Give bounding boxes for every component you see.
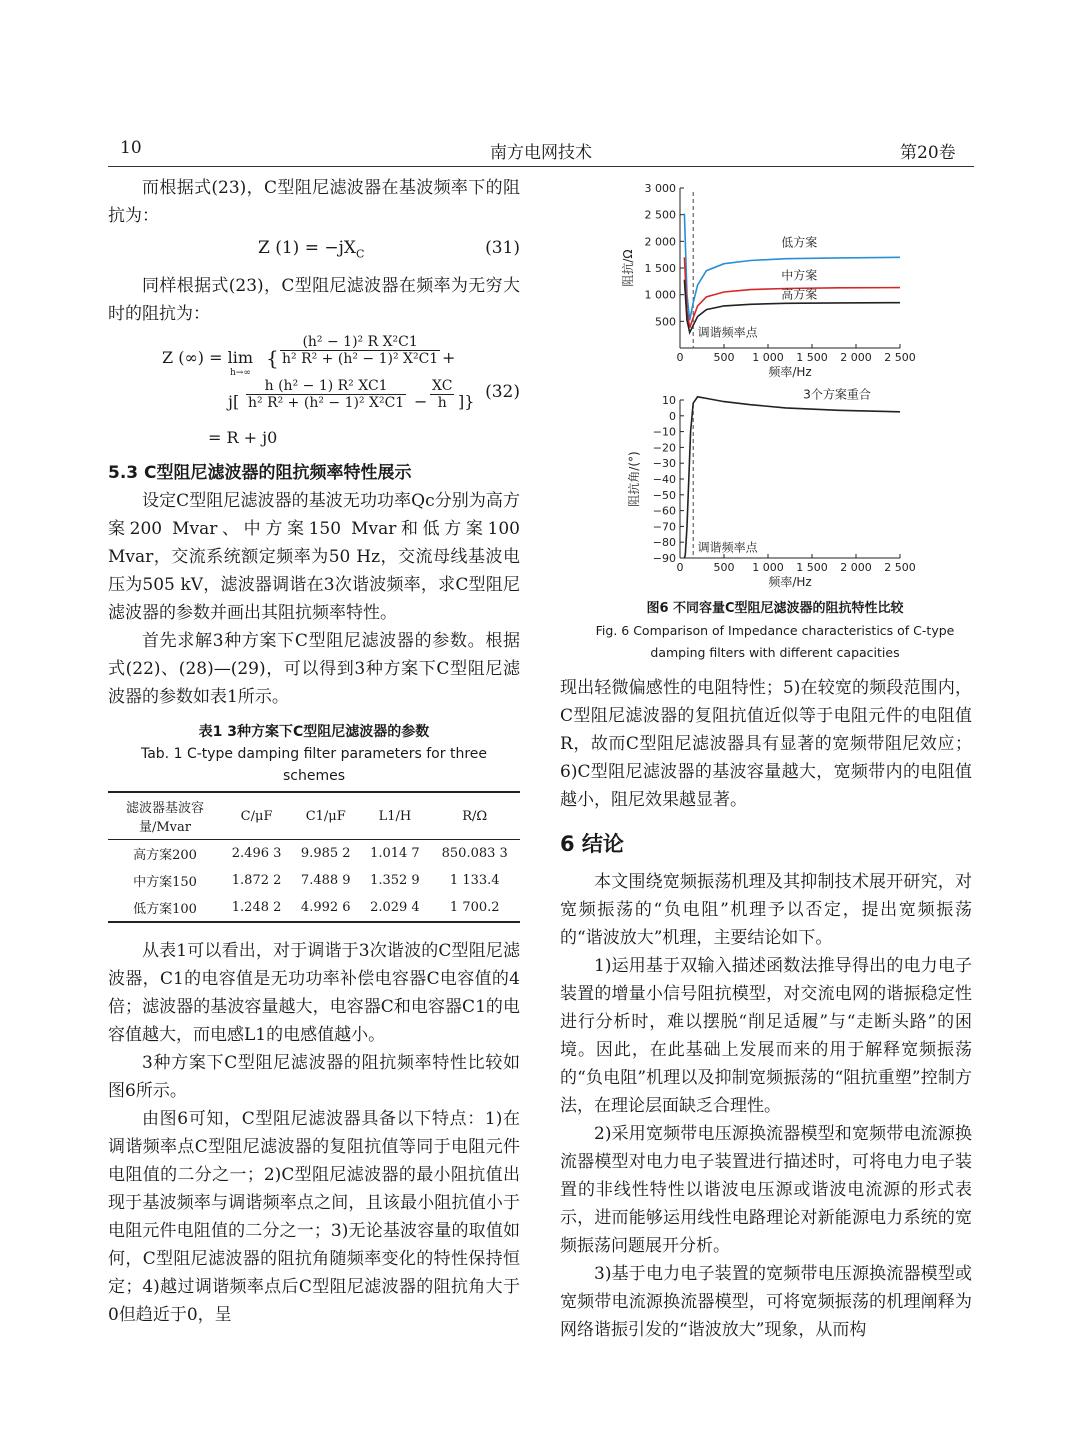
x-tick-label: 1 500 <box>796 351 828 364</box>
y-tick-label: −20 <box>652 441 676 455</box>
y-tick-label: 0 <box>669 409 676 423</box>
table-cell: 1.014 7 <box>370 846 420 861</box>
table-caption-en: Tab. 1 C-type damping filter parameters for three schemes <box>140 746 487 784</box>
volume-label: 第20卷 <box>900 143 956 163</box>
table-row <box>108 894 520 922</box>
series-label: 高方案 <box>781 287 818 302</box>
y-tick-label: 1 500 <box>644 262 676 275</box>
figure-caption-cn: 图6 不同容量C型阻尼滤波器的阻抗特性比较 <box>646 601 904 616</box>
series-label: 3个方案重合 <box>803 387 871 402</box>
table-cell: 1.872 2 <box>231 873 282 888</box>
left-column <box>108 174 520 1329</box>
equation-subscript: C <box>355 247 365 261</box>
header-rule <box>108 166 974 167</box>
paragraph: 而根据式(23)，C型阻尼滤波器在基波频率下的阻抗为： <box>108 178 520 226</box>
table-header: R/Ω <box>462 808 488 824</box>
table-cell: 1 133.4 <box>449 873 500 888</box>
table-cell: 2.029 4 <box>370 900 420 915</box>
fraction-1 <box>280 334 440 367</box>
figure-6-svg <box>580 178 970 598</box>
table-header: C1/μF <box>305 808 346 824</box>
y-tick-label: 1 000 <box>644 288 676 302</box>
paragraph: 由图6可知，C型阻尼滤波器具备以下特点：1)在调谐频率点C型阻尼滤波器的复阻抗值等同于电阻元件电阻值的二分之一；2)C型阻尼滤波器的最小阻抗值出现于基波频率与调谐频率点之间，且该最小阻抗值小于电阻元件电阻值的二分之一；3)无论基波容量的取值如何，C型阻尼滤波器的阻抗角随频率变化的特性保持恒定；4)越过调谐频率点后C型阻尼滤波器的阻抗角大于0但趋近于0，呈 <box>108 1109 520 1325</box>
y-tick-label: −50 <box>652 488 676 502</box>
fraction-3 <box>430 378 454 411</box>
table-caption <box>108 721 520 787</box>
table-header: C/μF <box>240 808 273 824</box>
table-header: L1/H <box>378 808 412 824</box>
fraction-numerator: (h² − 1)² R X²C1 <box>280 334 440 351</box>
equation-number: (31) <box>485 238 520 258</box>
impedance-magnitude-chart <box>620 182 916 379</box>
table-cell: 850.083 3 <box>441 846 508 861</box>
figure-caption-en: damping filters with different capacities <box>650 645 900 660</box>
x-tick-label: 0 <box>676 561 684 574</box>
y-tick-label: −60 <box>652 504 676 518</box>
journal-title: 南方电网技术 <box>490 143 592 163</box>
fraction-denominator: h <box>437 395 447 411</box>
x-tick-label: 2 000 <box>840 351 872 364</box>
table-row <box>108 840 520 868</box>
paragraph: 3)基于电力电子装置的宽频带电压源换流器模型或宽频带电流源换流器模型，可将宽频振荡的机理阐释为网络谐振引发的“谐波放大”现象，从而构 <box>560 1264 972 1340</box>
table-cell: 低方案100 <box>133 902 197 917</box>
figure-6 <box>580 178 970 668</box>
figure-caption-en: Fig. 6 Comparison of Impedance characteristics of C-type <box>595 623 955 638</box>
paragraph: 本文围绕宽频振荡机理及其抑制技术展开研究，对宽频振荡的“负电阻”机理予以否定，提出宽频振荡的“谐波放大”机理，主要结论如下。 <box>560 872 972 948</box>
table-cell: 7.488 9 <box>300 873 351 888</box>
y-axis-label: 阻抗/Ω <box>621 249 635 287</box>
x-tick-label: 2 000 <box>840 561 872 574</box>
right-column <box>560 674 972 1344</box>
paragraph: 设定C型阻尼滤波器的基波无功功率Qc分别为高方案200 Mvar、中方案150 Mvar和低方案100 Mvar，交流系统额定频率为50 Hz，交流母线基波电压为505 kV，滤波器调谐在3次谐波频率，求C型阻尼滤波器的参数并画出其阻抗频率特性。 <box>108 491 520 623</box>
table-header: 滤波器基波容量/Mvar <box>125 801 204 835</box>
y-tick-label: 2 000 <box>644 235 676 249</box>
impedance-angle-chart <box>626 386 916 589</box>
equation-number: (32) <box>485 382 520 402</box>
table-cell: 4.992 6 <box>300 900 351 915</box>
y-tick-label: 500 <box>655 315 676 329</box>
x-tick-label: 500 <box>713 561 735 574</box>
x-tick-label: 1 000 <box>752 561 784 574</box>
fraction-numerator: XC <box>432 378 453 394</box>
paragraph: 现出轻微偏感性的电阻特性；5)在较宽的频段范围内，C型阻尼滤波器的复阻抗值近似等于电阻元件的电阻值R，故而C型阻尼滤波器具有显著的宽频带阻尼效应；6)C型阻尼滤波器的基波容量越大，宽频带内的电阻值越小，阻尼效果越显著。 <box>560 678 972 810</box>
y-tick-label: 3 000 <box>644 182 676 195</box>
y-tick-label: −80 <box>652 536 676 550</box>
plus-sign: + <box>442 348 456 367</box>
limit-subscript: h→∞ <box>230 368 251 378</box>
table-header-row <box>108 792 520 840</box>
annotation-label: 调谐频率点 <box>697 540 758 555</box>
y-tick-label: −10 <box>652 425 676 439</box>
x-tick-label: 2 500 <box>884 351 916 364</box>
fraction-numerator: h (h² − 1) R² XC1 <box>246 378 406 395</box>
imaginary-part: j[ <box>228 392 240 411</box>
figure-caption <box>580 598 970 664</box>
series-label: 中方案 <box>781 268 818 283</box>
fraction-denominator: h² R² + (h² − 1)² X²C1 <box>248 395 405 411</box>
fraction-2 <box>246 378 406 411</box>
parameter-table <box>108 791 520 923</box>
x-tick-label: 500 <box>713 351 735 364</box>
paragraph: 同样根据式(23)，C型阻尼滤波器在频率为无穷大时的阻抗为： <box>108 276 520 324</box>
x-tick-label: 2 500 <box>884 561 916 574</box>
section-heading: 5.3 C型阻尼滤波器的阻抗频率特性展示 <box>108 463 412 483</box>
y-tick-label: 10 <box>662 394 676 407</box>
series-label: 低方案 <box>781 235 818 250</box>
paragraph: 2)采用宽频带电压源换流器模型和宽频带电流源换流器模型对电力电子装置进行描述时，可将电力电子装置的非线性特性以谐波电压源或谐波电流源的形式表示，进而能够运用线性电路理论对新能源电力系统的宽频振荡问题展开分析。 <box>560 1124 972 1256</box>
table-cell: 9.985 2 <box>300 846 351 861</box>
table-cell: 高方案200 <box>133 848 197 863</box>
minus-sign: − <box>414 392 428 411</box>
annotation-label: 调谐频率点 <box>697 325 758 340</box>
table-cell: 1 700.2 <box>449 900 500 915</box>
paragraph: 1)运用基于双输入描述函数法推导得出的电力电子装置的增量小信号阻抗模型，对交流电网的谐振稳定性进行分析时，难以摆脱“削足适履”与“走断头路”的困境。因此，在此基础上发展而来的用于解释宽频振荡的“负电阻”机理以及抑制宽频振荡的“阻抗重塑”控制方法，在理论层面缺乏合理性。 <box>560 956 972 1116</box>
table-row <box>108 867 520 894</box>
y-tick-label: −40 <box>652 473 676 486</box>
x-axis-label: 频率/Hz <box>768 365 812 379</box>
table-cell: 中方案150 <box>133 875 197 890</box>
series-line <box>684 214 900 321</box>
equation-32 <box>108 334 520 452</box>
paragraph: 3种方案下C型阻尼滤波器的阻抗频率特性比较如图6所示。 <box>108 1053 520 1101</box>
y-tick-label: −30 <box>652 457 676 471</box>
table-cell: 2.496 3 <box>231 846 282 861</box>
equation-text: Z (1) = −jX <box>258 238 356 258</box>
brace: { <box>266 346 279 370</box>
closing-bracket: ]} <box>458 392 475 411</box>
series-line <box>684 397 900 558</box>
y-tick-label: −90 <box>652 552 676 565</box>
y-tick-label: 2 500 <box>644 208 676 222</box>
page-number: 10 <box>120 138 142 158</box>
section-heading: 6 结论 <box>560 832 624 856</box>
equation-lhs: Z (∞) = lim <box>162 348 253 367</box>
table-cell: 1.352 9 <box>370 873 420 888</box>
fraction-denominator: h² R² + (h² − 1)² X²C1 <box>282 351 439 367</box>
x-tick-label: 1 000 <box>752 351 784 364</box>
table-caption-cn: 表1 3种方案下C型阻尼滤波器的参数 <box>198 724 430 740</box>
x-axis-label: 频率/Hz <box>768 575 812 589</box>
x-tick-label: 0 <box>676 351 684 364</box>
y-axis-label: 阻抗角/(°) <box>627 451 641 507</box>
y-tick-label: −70 <box>652 520 676 534</box>
paragraph: 首先求解3种方案下C型阻尼滤波器的参数。根据式(22)、(28)—(29)，可以得到3种方案下C型阻尼滤波器的参数如表1所示。 <box>108 631 520 707</box>
x-tick-label: 1 500 <box>796 561 828 574</box>
equation-result: = R + j0 <box>208 428 278 447</box>
paragraph: 从表1可以看出，对于调谐于3次谐波的C型阻尼滤波器，C1的电容值是无功功率补偿电容器C电容值的4倍；滤波器的基波容量越大，电容器C和电容器C1的电容值越大，而电感L1的电感值越小。 <box>108 941 520 1045</box>
equation-31 <box>108 238 520 268</box>
table-cell: 1.248 2 <box>231 900 282 915</box>
